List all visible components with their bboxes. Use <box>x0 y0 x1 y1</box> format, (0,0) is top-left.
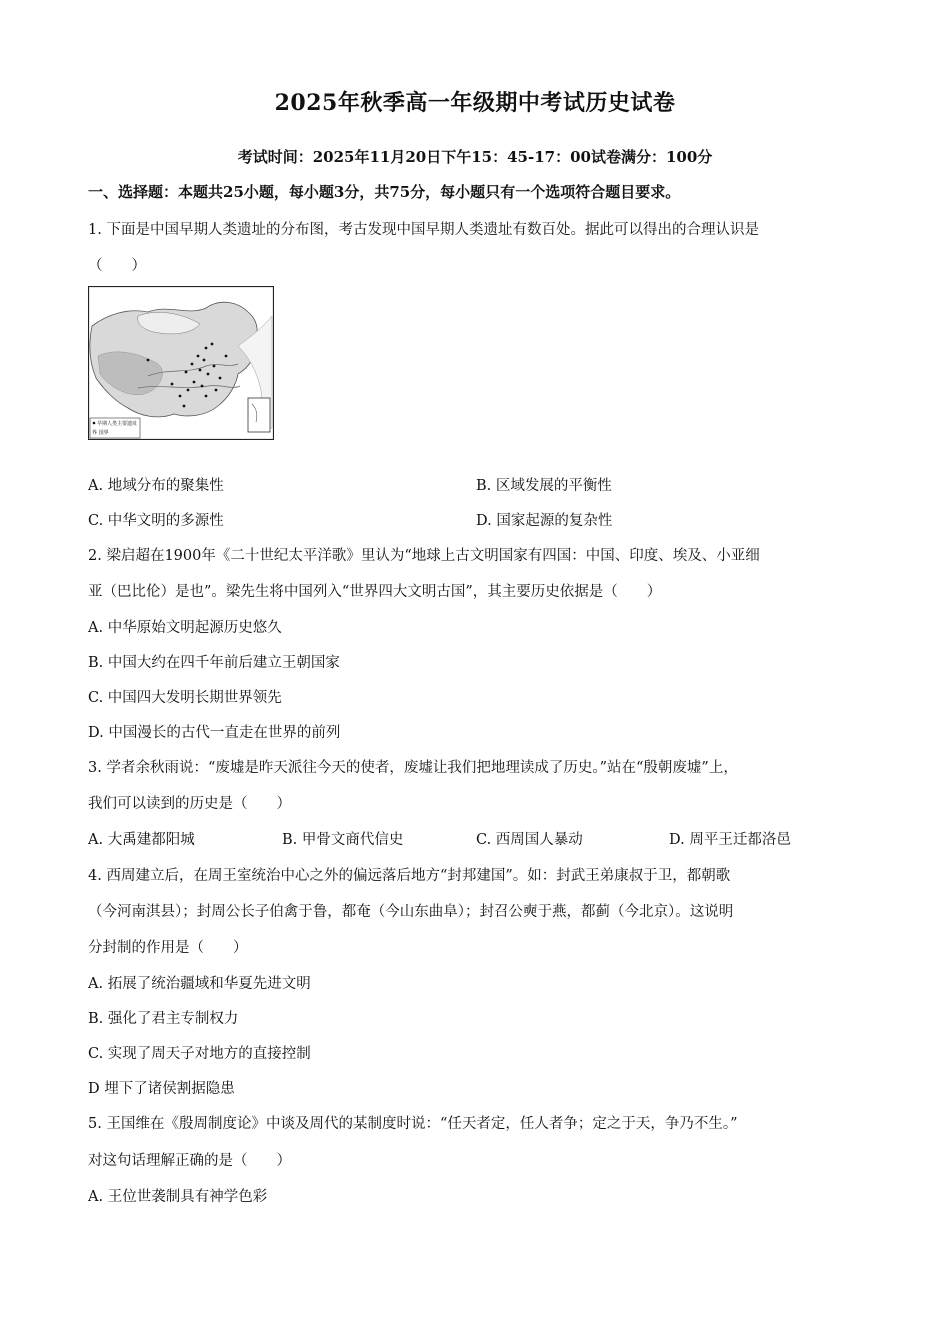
q3-option-b[interactable]: B. 甲骨文商代信史 <box>282 832 404 848</box>
q4-option-c[interactable]: C. 实现了周天子对地方的直接控制 <box>88 1046 311 1062</box>
q4-option-b[interactable]: B. 强化了君主专制权力 <box>88 1011 239 1027</box>
q4-stem-line2: （今河南淇县）；封周公长子伯禽于鲁，都奄（今山东曲阜）；封召公奭于燕，都蓟（今北京）。这说明 <box>88 904 734 920</box>
q2-option-a[interactable]: A. 中华原始文明起源历史悠久 <box>88 620 282 636</box>
q2-stem-line1: 2. 梁启超在1900年《二十世纪太平洋歌》里认为“地球上古文明国家有四国：中国、印度、埃及、小亚细 <box>88 548 760 564</box>
q3-stem-line1: 3. 学者余秋雨说：“废墟是昨天派往今天的使者，废墟让我们把地理读成了历史。”站在“殷朝废墟”上， <box>88 760 738 776</box>
q1-option-d[interactable]: D. 国家起源的复杂性 <box>476 513 613 529</box>
q3-option-c[interactable]: C. 西周国人暴动 <box>476 832 583 848</box>
exam-info: 考试时间：2025年11月20日下午15：45-17：00试卷满分：100分 <box>237 148 713 166</box>
q4-option-a[interactable]: A. 拓展了统治疆域和华夏先进文明 <box>88 976 311 992</box>
q3-option-d[interactable]: D. 周平王迁都洛邑 <box>669 832 791 848</box>
q1-option-c[interactable]: C. 中华文明的多源性 <box>88 513 224 529</box>
q5-stem-line2: 对这句话理解正确的是（ ） <box>88 1153 291 1169</box>
q4-option-d[interactable]: D 埋下了诸侯割据隐患 <box>88 1081 235 1097</box>
q2-stem-line2: 亚（巴比伦）是也”。梁先生将中国列入“世界四大文明古国”，其主要历史依据是（ ） <box>88 584 662 600</box>
page-title: 2025年秋季高一年级期中考试历史试卷 <box>274 90 676 116</box>
q2-option-d[interactable]: D. 中国漫长的古代一直走在世界的前列 <box>88 725 341 741</box>
q4-stem-line3: 分封制的作用是（ ） <box>88 940 248 956</box>
q5-stem-line1: 5. 王国维在《殷周制度论》中谈及周代的某制度时说：“任天者定，任人者争；定之于天，争乃不生。” <box>88 1116 738 1132</box>
q1-stem-line2: （ ） <box>88 258 146 274</box>
early-human-sites-map <box>88 286 274 440</box>
q3-stem-line2: 我们可以读到的历史是（ ） <box>88 796 291 812</box>
q5-option-a[interactable]: A. 王位世袭制具有神学色彩 <box>88 1189 268 1205</box>
q1-option-b[interactable]: B. 区域发展的平衡性 <box>476 478 612 494</box>
map-legend-border: 界 国界 <box>92 430 109 436</box>
q1-stem-line1: 1. 下面是中国早期人类遗址的分布图，考古发现中国早期人类遗址有数百处。据此可以得出的合理认识是 <box>88 222 759 238</box>
q1-option-a[interactable]: A. 地域分布的聚集性 <box>88 478 224 494</box>
q2-option-c[interactable]: C. 中国四大发明长期世界领先 <box>88 690 282 706</box>
q3-option-a[interactable]: A. 大禹建都阳城 <box>88 832 195 848</box>
q2-option-b[interactable]: B. 中国大约在四千年前后建立王朝国家 <box>88 655 340 671</box>
map-legend-sites: 早期人类主要遗址 <box>97 421 138 427</box>
q4-stem-line1: 4. 西周建立后，在周王室统治中心之外的偏远落后地方“封邦建国”。如：封武王弟康叔于卫，都朝歌 <box>88 868 731 884</box>
section-heading: 一、选择题：本题共25小题，每小题3分，共75分，每小题只有一个选项符合题目要求。 <box>88 183 681 201</box>
